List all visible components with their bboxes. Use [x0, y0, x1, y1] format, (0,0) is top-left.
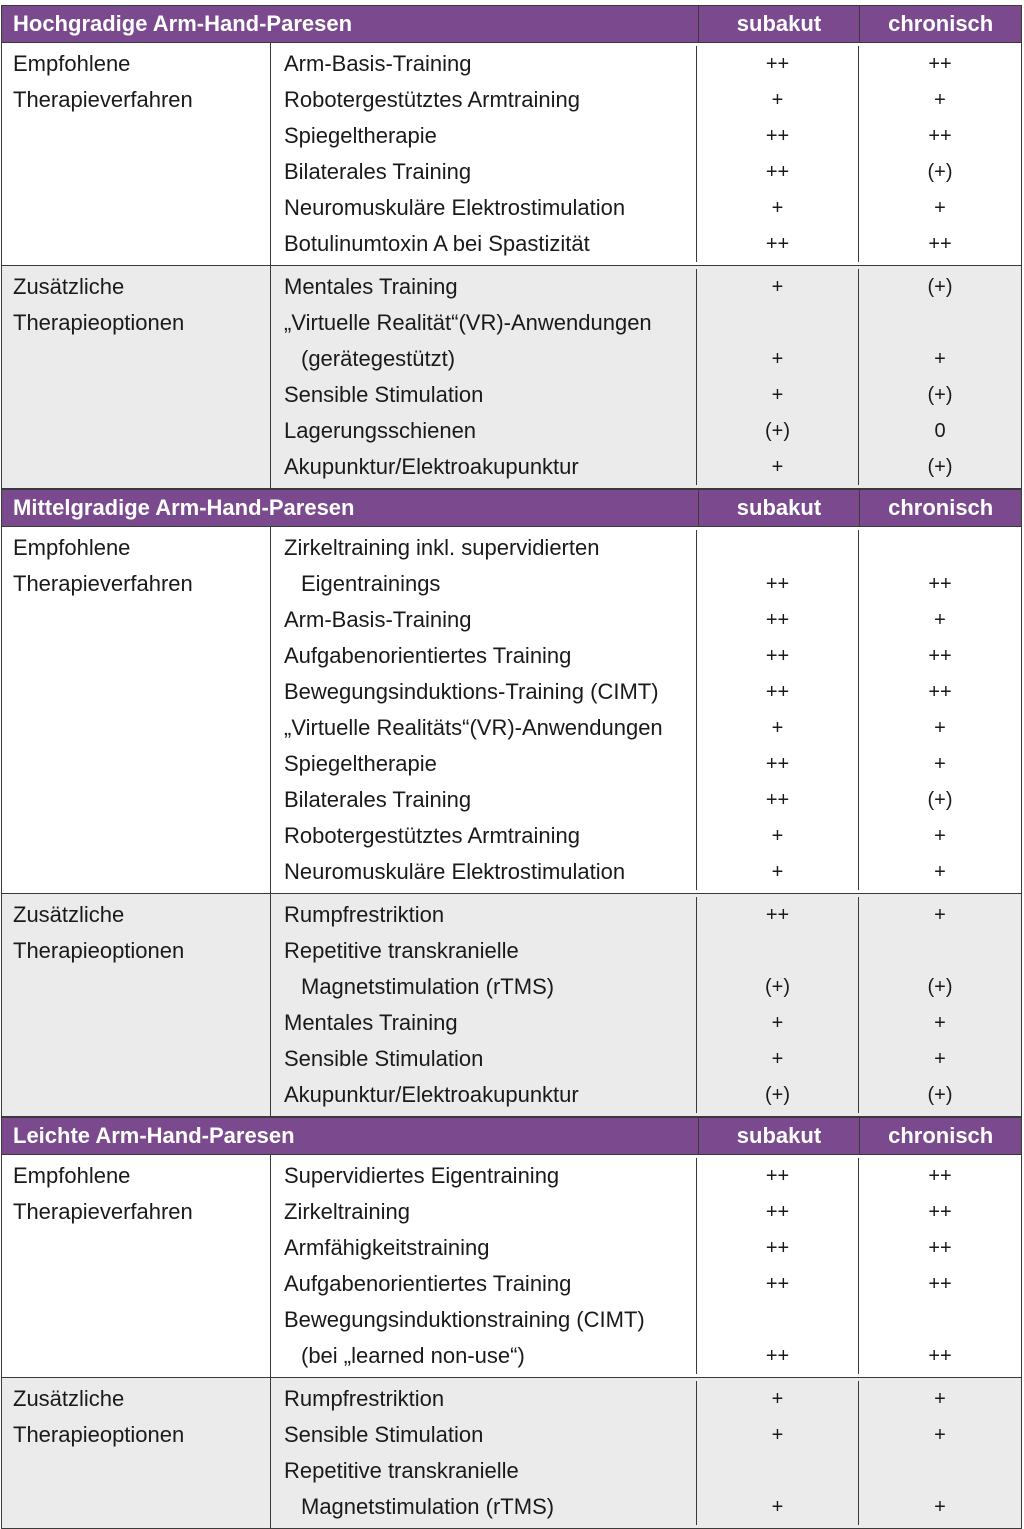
table-row [271, 1302, 1021, 1374]
table-row [271, 1041, 1021, 1077]
therapy-name-line: Magnetstimulation (rTMS) [301, 974, 555, 999]
rating-chronisch: (+) [927, 976, 953, 998]
table-row [271, 1230, 1021, 1266]
rating-chronisch: + [934, 1424, 946, 1446]
therapy-name [271, 377, 697, 413]
group-label [2, 894, 271, 1116]
rating-subakut: + [697, 190, 859, 226]
therapy-name-line: Robotergestütztes Armtraining [284, 823, 580, 848]
rating-subakut: + [697, 305, 859, 377]
therapy-name [271, 1453, 697, 1525]
therapy-name-line: Spiegeltherapie [284, 751, 437, 776]
rating-chronisch: + [934, 904, 946, 926]
section-title: Leichte Arm-Hand-Paresen [13, 1123, 295, 1148]
group-label [2, 266, 271, 488]
table-row [271, 190, 1021, 226]
therapy-name-line: Arm-Basis-Training [284, 51, 472, 76]
table-row [271, 118, 1021, 154]
therapy-name-line: Bilaterales Training [284, 159, 472, 184]
group-items [271, 1378, 1021, 1528]
rating-chronisch: ++ [928, 1237, 952, 1259]
therapy-name-line: „Virtuelle Realitäts“(VR)-Anwendungen [284, 715, 663, 740]
rating-chronisch: + [934, 861, 946, 883]
rating-subakut: ++ [697, 1302, 859, 1374]
therapy-name [271, 530, 697, 602]
table-row [271, 377, 1021, 413]
rating-chronisch: 0 [934, 420, 946, 442]
rating-subakut: ++ [697, 746, 859, 782]
rating-subakut: ++ [697, 118, 859, 154]
column-header-chronisch: chronisch [859, 1118, 1021, 1154]
therapy-name-line: Magnetstimulation (rTMS) [301, 1494, 555, 1519]
table-row [271, 1381, 1021, 1417]
table-row [271, 674, 1021, 710]
group-label-line: Zusätzliche [13, 274, 125, 299]
table-row [271, 1005, 1021, 1041]
rating-chronisch: (+) [927, 789, 953, 811]
therapy-name-line: Botulinumtoxin A bei Spastizität [284, 231, 590, 256]
rating-chronisch: ++ [928, 1201, 952, 1223]
rating-subakut: (+) [697, 933, 859, 1005]
rating-chronisch: + [934, 1496, 946, 1518]
table-row [271, 1453, 1021, 1525]
rating-subakut: + [697, 269, 859, 305]
rating-subakut: + [697, 1453, 859, 1525]
section-header [2, 1117, 1021, 1155]
therapy-name [271, 602, 697, 638]
therapy-name-line: Supervidiertes Eigentraining [284, 1163, 560, 1188]
therapy-name [271, 154, 697, 190]
therapy-name [271, 674, 697, 710]
therapy-name [271, 1302, 697, 1374]
section-header [2, 489, 1021, 527]
therapy-name [271, 226, 697, 262]
group-label-line: Empfohlene [13, 51, 131, 76]
rating-subakut: + [697, 377, 859, 413]
therapy-name-line: Bewegungsinduktions-Training (CIMT) [284, 679, 659, 704]
rating-subakut: ++ [697, 1194, 859, 1230]
rating-subakut: ++ [697, 530, 859, 602]
column-header-chronisch: chronisch [859, 6, 1021, 42]
group-label-line: Therapieverfahren [13, 87, 193, 112]
therapy-name-line: Neuromuskuläre Elektrostimulation [284, 859, 626, 884]
rating-chronisch: (+) [927, 384, 953, 406]
rating-subakut: ++ [697, 226, 859, 262]
group-items [271, 1155, 1021, 1377]
rating-subakut: + [697, 1417, 859, 1453]
therapy-name [271, 269, 697, 305]
table-row [271, 710, 1021, 746]
therapy-name [271, 933, 697, 1005]
therapy-name [271, 1005, 697, 1041]
therapy-name-line: Akupunktur/Elektroakupunktur [284, 454, 579, 479]
table-row [271, 82, 1021, 118]
rating-chronisch: ++ [928, 645, 952, 667]
therapy-name [271, 818, 697, 854]
group-label-line: Therapieoptionen [13, 310, 185, 335]
group-items [271, 43, 1021, 265]
column-header-subakut: subakut [698, 490, 860, 526]
group-label-line: Therapieoptionen [13, 938, 185, 963]
table-row [271, 854, 1021, 890]
group-label-line: Therapieverfahren [13, 1199, 193, 1224]
rating-subakut: ++ [697, 602, 859, 638]
rating-chronisch: + [934, 197, 946, 219]
group-label-line: Empfohlene [13, 535, 131, 560]
rating-subakut: (+) [697, 413, 859, 449]
section-title: Mittelgradige Arm-Hand-Paresen [13, 495, 355, 520]
therapy-name-line: Akupunktur/Elektroakupunktur [284, 1082, 579, 1107]
rating-chronisch: + [934, 825, 946, 847]
therapy-name-line: Rumpfrestriktion [284, 902, 445, 927]
rating-subakut: ++ [697, 638, 859, 674]
rating-chronisch: ++ [928, 53, 952, 75]
rating-chronisch: + [934, 1388, 946, 1410]
rating-subakut: ++ [697, 1230, 859, 1266]
rating-subakut: ++ [697, 1266, 859, 1302]
rating-subakut: ++ [697, 674, 859, 710]
therapy-name [271, 46, 697, 82]
rating-subakut: + [697, 854, 859, 890]
rating-subakut: ++ [697, 46, 859, 82]
rating-chronisch: ++ [928, 125, 952, 147]
rating-chronisch: (+) [927, 1084, 953, 1106]
table-row [271, 746, 1021, 782]
group-row [2, 1378, 1021, 1528]
therapy-name [271, 782, 697, 818]
group-items [271, 527, 1021, 893]
therapy-name [271, 1158, 697, 1194]
table-row [271, 897, 1021, 933]
therapy-name [271, 190, 697, 226]
rating-chronisch: (+) [927, 276, 953, 298]
therapy-name-line: Arm-Basis-Training [284, 607, 472, 632]
rating-subakut: + [697, 818, 859, 854]
rating-subakut: ++ [697, 897, 859, 933]
group-row [2, 43, 1021, 266]
group-label-line: Therapieoptionen [13, 1422, 185, 1447]
section-header [2, 5, 1021, 43]
rating-chronisch: ++ [928, 1345, 952, 1367]
therapy-name-line: Bewegungsinduktionstraining (CIMT) [284, 1307, 645, 1332]
table-row [271, 46, 1021, 82]
therapy-name-line: Eigentrainings [301, 571, 441, 596]
table-row [271, 413, 1021, 449]
therapy-name [271, 897, 697, 933]
rating-chronisch: + [934, 89, 946, 111]
therapy-name-line: Sensible Stimulation [284, 1422, 484, 1447]
rating-chronisch: + [934, 348, 946, 370]
rating-chronisch: + [934, 1012, 946, 1034]
therapy-table [1, 5, 1022, 1529]
table-row [271, 269, 1021, 305]
rating-subakut: ++ [697, 1158, 859, 1194]
therapy-name-line: Mentales Training [284, 274, 458, 299]
therapy-name-line: Neuromuskuläre Elektrostimulation [284, 195, 626, 220]
therapy-name [271, 82, 697, 118]
rating-chronisch: + [934, 753, 946, 775]
rating-subakut: + [697, 1041, 859, 1077]
therapy-name-line: Zirkeltraining inkl. supervidierten [284, 535, 600, 560]
therapy-name-line: Sensible Stimulation [284, 382, 484, 407]
table-row [271, 1158, 1021, 1194]
therapy-name [271, 1266, 697, 1302]
table-row [271, 449, 1021, 485]
therapy-name [271, 305, 697, 377]
rating-subakut: (+) [697, 1077, 859, 1113]
table-row [271, 1417, 1021, 1453]
group-label [2, 1155, 271, 1377]
therapy-name [271, 854, 697, 890]
therapy-name [271, 413, 697, 449]
group-label-line: Zusätzliche [13, 902, 125, 927]
therapy-name [271, 1194, 697, 1230]
group-items [271, 266, 1021, 488]
rating-chronisch: ++ [928, 1165, 952, 1187]
table-row [271, 226, 1021, 262]
therapy-name-line: „Virtuelle Realität“(VR)-Anwendungen [284, 310, 652, 335]
rating-subakut: + [697, 449, 859, 485]
therapy-name-line: Repetitive transkranielle [284, 938, 519, 963]
group-row [2, 894, 1021, 1117]
rating-chronisch: ++ [928, 233, 952, 255]
therapy-name [271, 1381, 697, 1417]
group-row [2, 266, 1021, 489]
rating-chronisch: + [934, 1048, 946, 1070]
rating-chronisch: ++ [928, 681, 952, 703]
table-row [271, 1077, 1021, 1113]
rating-subakut: + [697, 1005, 859, 1041]
group-label [2, 43, 271, 265]
rating-subakut: ++ [697, 782, 859, 818]
rating-subakut: + [697, 82, 859, 118]
therapy-name [271, 638, 697, 674]
therapy-name-line: (gerätegestützt) [301, 346, 456, 371]
rating-chronisch: (+) [927, 161, 953, 183]
group-row [2, 1155, 1021, 1378]
therapy-name [271, 746, 697, 782]
group-items [271, 894, 1021, 1116]
table-row [271, 933, 1021, 1005]
group-label-line: Therapieverfahren [13, 571, 193, 596]
therapy-name-line: Mentales Training [284, 1010, 458, 1035]
therapy-name-line: Lagerungsschienen [284, 418, 477, 443]
section-title: Hochgradige Arm-Hand-Paresen [13, 11, 353, 36]
therapy-name [271, 449, 697, 485]
table-row [271, 154, 1021, 190]
therapy-name [271, 710, 697, 746]
rating-chronisch: + [934, 717, 946, 739]
rating-chronisch: ++ [928, 1273, 952, 1295]
therapy-name [271, 1041, 697, 1077]
table-row [271, 1266, 1021, 1302]
rating-subakut: + [697, 710, 859, 746]
table-row [271, 1194, 1021, 1230]
column-header-subakut: subakut [698, 6, 860, 42]
rating-chronisch: ++ [928, 573, 952, 595]
therapy-name-line: Spiegeltherapie [284, 123, 437, 148]
column-header-subakut: subakut [698, 1118, 860, 1154]
table-row [271, 782, 1021, 818]
rating-chronisch: + [934, 609, 946, 631]
therapy-name-line: Robotergestütztes Armtraining [284, 87, 580, 112]
therapy-name-line: Zirkeltraining [284, 1199, 410, 1224]
rating-chronisch: (+) [927, 456, 953, 478]
column-header-chronisch: chronisch [859, 490, 1021, 526]
table-row [271, 818, 1021, 854]
therapy-name [271, 1230, 697, 1266]
rating-subakut: + [697, 1381, 859, 1417]
therapy-name [271, 1077, 697, 1113]
therapy-name-line: (bei „learned non-use“) [301, 1343, 525, 1368]
table-row [271, 530, 1021, 602]
group-label [2, 1378, 271, 1528]
group-row [2, 527, 1021, 894]
therapy-name-line: Bilaterales Training [284, 787, 472, 812]
group-label-line: Zusätzliche [13, 1386, 125, 1411]
therapy-name-line: Rumpfrestriktion [284, 1386, 445, 1411]
group-label-line: Empfohlene [13, 1163, 131, 1188]
therapy-name-line: Sensible Stimulation [284, 1046, 484, 1071]
therapy-name-line: Armfähigkeitstraining [284, 1235, 490, 1260]
rating-subakut: ++ [697, 154, 859, 190]
therapy-name-line: Aufgabenorientiertes Training [284, 643, 572, 668]
therapy-name [271, 1417, 697, 1453]
therapy-name-line: Repetitive transkranielle [284, 1458, 519, 1483]
therapy-name [271, 118, 697, 154]
table-row [271, 305, 1021, 377]
group-label [2, 527, 271, 893]
table-row [271, 638, 1021, 674]
table-row [271, 602, 1021, 638]
therapy-name-line: Aufgabenorientiertes Training [284, 1271, 572, 1296]
